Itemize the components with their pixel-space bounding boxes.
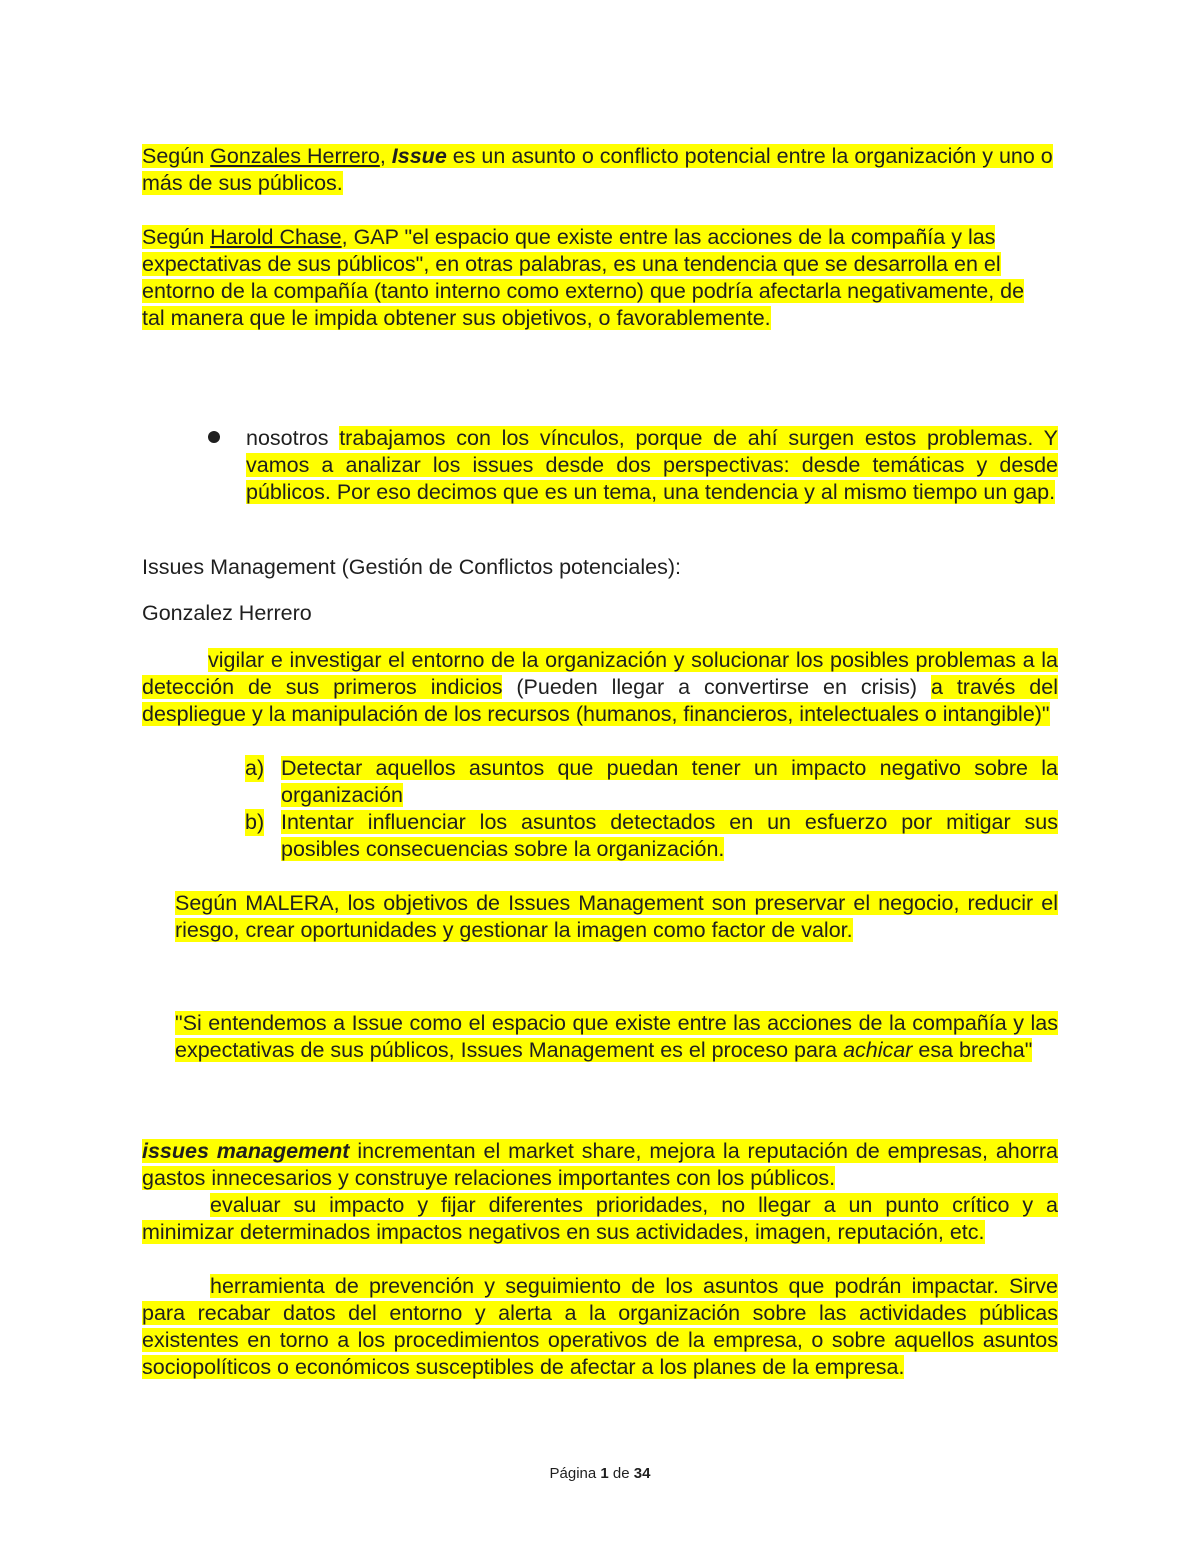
paragraph-tool [142,1273,1058,1381]
paragraph-benefits [142,1138,1058,1192]
highlighted-text: evaluar su impacto y fijar diferentes prioridades, no llegar a un punto crítico y a minimizar determinados impactos negativos en sus actividades, imagen, reputación, etc. [142,1193,1058,1244]
list-marker: b) [245,810,265,834]
term-issue: Issue [391,144,447,168]
paragraph-quote [175,1010,1058,1064]
bullet-icon [208,431,220,443]
highlighted-text: trabajamos con los vínculos, porque de ahí surgen estos problemas. Y vamos a analizar los issues desde dos perspectivas: desde temáticas y desde públicos. Por eso decimos que es un tema, una tendencia y al mismo tiempo un gap. [246,426,1058,504]
emphasis-text: achicar [843,1038,913,1062]
text-run: (Pueden llegar a convertirse en crisis) [502,675,931,699]
list-item [245,809,1058,863]
text-run: es un asunto o conflicto potencial entre la organización y uno o más de sus públicos. [142,144,1053,195]
highlighted-text: herramienta de prevención y seguimiento de los asuntos que podrán impactar. Sirve para recabar datos del entorno y alerta a la organización sobre las actividades públicas existentes en torno a los procedimientos operativos de la empresa, o sobre aquellos asuntos sociopolíticos o económicos susceptibles de afectar a los planes de la empresa. [142,1274,1058,1379]
footer-label: Página [549,1465,597,1482]
paragraph-malera [175,890,1058,944]
bullet-item [208,425,1058,506]
footer-of: de [612,1465,630,1482]
author-name: Gonzales Herrero [210,144,380,168]
text-run: "Si entendemos a Issue como el espacio que existe entre las acciones de la compañía y las expectativas de sus públicos, Issues Management es el proceso para [175,1011,1058,1062]
page-footer [0,1465,1200,1482]
author-name: Harold Chase [210,225,342,249]
list-item [245,755,1058,809]
text-run: Según [142,225,211,249]
text-run: incrementan el market share, mejora la reputación de empresas, ahorra gastos innecesarios y construye relaciones importantes con los públicos. [142,1139,1058,1190]
current-page-number: 1 [600,1465,609,1482]
highlighted-text: vigilar e investigar el entorno de la organización y solucionar los posibles problemas a la detección de sus primeros indicios [142,648,1058,699]
list-marker: a) [245,756,265,780]
paragraph-issues-management [142,647,1058,728]
text-run: esa brecha" [912,1038,1033,1062]
list-item-text [281,809,1058,863]
highlighted-text: Según MALERA, los objetivos de Issues Management son preservar el negocio, reducir el riesgo, crear oportunidades y gestionar la imagen como factor de valor. [175,891,1058,942]
list-item-text [281,755,1058,809]
term-issues-management: issues management [142,1139,350,1163]
text-run: Según [142,144,211,168]
highlighted-text: a través del despliegue y la manipulación de los recursos (humanos, financieros, intelectuales o intangible)" [142,675,1058,726]
highlighted-text: Detectar aquellos asuntos que puedan tener un impacto negativo sobre la organización [281,756,1058,807]
section-heading: Issues Management (Gestión de Conflictos potenciales): [142,555,681,579]
text-run: , GAP "el espacio que existe entre las acciones de la compañía y las expectativas de sus públicos", en otras palabras, es una tendencia que se desarrolla en el entorno de la compañía (tanto interno como externo) que podría afectarla negativamente, de tal manera que le impida obtener sus objetivos, o favorablemente. [142,225,1025,330]
bullet-text [246,425,1058,506]
paragraph-evaluate [142,1192,1058,1246]
section-subheading: Gonzalez Herrero [142,601,312,625]
total-pages: 34 [633,1465,651,1482]
text-run: , [379,144,392,168]
highlighted-text: Intentar influenciar los asuntos detectados en un esfuerzo por mitigar sus posibles consecuencias sobre la organización. [281,810,1058,861]
text-run: nosotros [246,426,340,450]
paragraph-issue-definition [142,143,1058,197]
paragraph-gap-definition [142,224,1047,332]
